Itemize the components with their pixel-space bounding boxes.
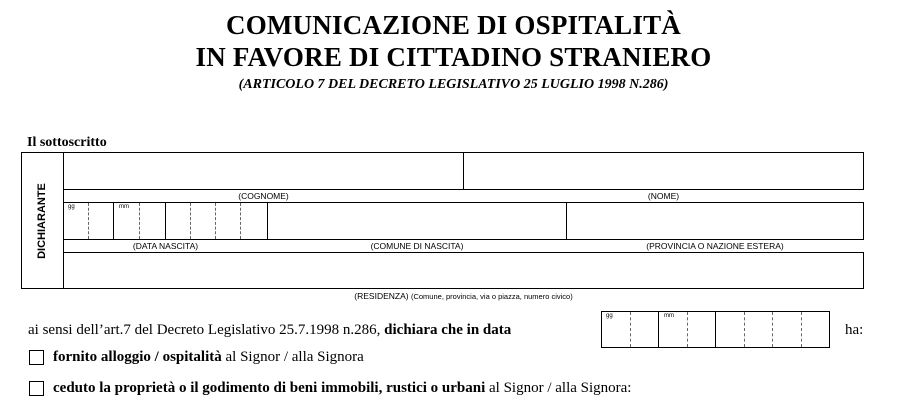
mm-hint: mm <box>119 204 129 210</box>
declaration-suffix: ha: <box>845 322 864 338</box>
option-cessione-label <box>53 380 631 397</box>
declaration-bold: dichiara che in data <box>384 322 512 338</box>
date-group-divider <box>113 202 114 240</box>
date-cell-divider <box>240 203 241 239</box>
nome-caption: (NOME) <box>647 191 680 201</box>
option-cessione-bold: ceduto la proprietà o il godimento di beni immobili, rustici o urbani <box>53 380 486 396</box>
gg-hint: gg <box>68 204 75 210</box>
comune-nascita-field[interactable] <box>267 202 567 240</box>
declaration-text <box>28 322 511 339</box>
data-nascita-caption: (DATA NASCITA) <box>132 241 199 251</box>
residenza-caption <box>63 291 864 301</box>
dichiarante-side-label: DICHIARANTE <box>36 183 48 259</box>
declaration-prefix: ai sensi dell’art.7 del Decreto Legislativo 25.7.1998 n.286, <box>28 322 385 338</box>
date-group-divider <box>715 311 716 348</box>
comune-nascita-caption: (COMUNE DI NASCITA) <box>370 241 464 251</box>
date-cell-divider <box>139 203 140 239</box>
residenza-caption-detail: (Comune, provincia, via o piazza, numero civico) <box>410 292 573 301</box>
option-alloggio-checkbox[interactable] <box>29 350 44 365</box>
option-alloggio-normal: al Signor / alla Signora <box>221 349 364 365</box>
provincia-field[interactable] <box>566 202 864 240</box>
date-cell-divider <box>687 312 688 347</box>
date-cell-divider <box>190 203 191 239</box>
mm-hint: mm <box>664 313 674 319</box>
date-cell-divider <box>801 312 802 347</box>
cognome-field[interactable] <box>63 152 464 190</box>
date-group-divider <box>658 311 659 348</box>
date-cell-divider <box>630 312 631 347</box>
date-cell-divider <box>772 312 773 347</box>
section-label: Il sottoscritto <box>27 135 107 150</box>
option-cessione-checkbox[interactable] <box>29 381 44 396</box>
option-cessione-normal: al Signor / alla Signora: <box>485 380 632 396</box>
gg-hint: gg <box>606 313 613 319</box>
residenza-field[interactable] <box>63 252 864 289</box>
form-subtitle: (ARTICOLO 7 DEL DECRETO LEGISLATIVO 25 LUGLIO 1998 N.286) <box>238 77 669 92</box>
option-alloggio-label <box>53 349 364 366</box>
date-group-divider <box>165 202 166 240</box>
form-title-line1: COMUNICAZIONE DI OSPITALITÀ <box>226 10 681 40</box>
provincia-caption: (PROVINCIA O NAZIONE ESTERA) <box>646 241 784 251</box>
residenza-caption-main: (RESIDENZA) <box>354 291 409 301</box>
cognome-caption: (COGNOME) <box>238 191 289 201</box>
date-cell-divider <box>744 312 745 347</box>
date-cell-divider <box>215 203 216 239</box>
date-cell-divider <box>88 203 89 239</box>
form-title-line2: IN FAVORE DI CITTADINO STRANIERO <box>195 42 712 72</box>
nome-field[interactable] <box>463 152 864 190</box>
option-alloggio-bold: fornito alloggio / ospitalità <box>53 349 222 365</box>
